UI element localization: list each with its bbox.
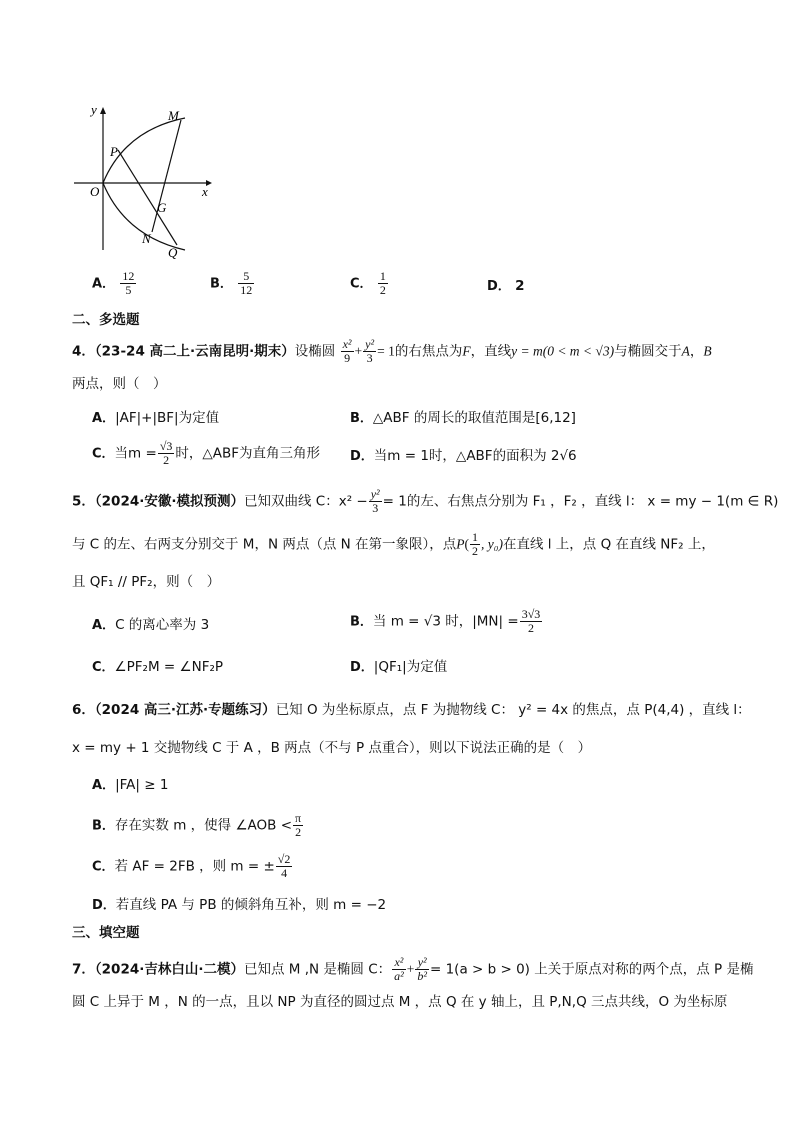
numerator: 5 bbox=[238, 270, 254, 284]
text: 设椭圆 bbox=[294, 343, 336, 360]
option-text: 时，△ABF为直角三角形 bbox=[175, 445, 321, 462]
option-label: C． bbox=[92, 446, 115, 462]
q6-line2: x = my + 1 交抛物线 C 于 A ，B 两点（不与 P 点重合），则以下说法正确的是（ ） bbox=[72, 740, 592, 756]
option-text: 若直线 PA 与 PB 的倾斜角互补，则 m = −2 bbox=[115, 897, 387, 913]
fraction bbox=[378, 270, 388, 297]
fraction-x2-9: $\frac{\text{x²}}{9}$ bbox=[342, 337, 352, 365]
fraction bbox=[238, 270, 254, 297]
denominator: 2 bbox=[295, 825, 302, 839]
option-label: D． bbox=[350, 660, 374, 675]
q5-option-a bbox=[92, 615, 209, 636]
var-F: F bbox=[462, 343, 471, 359]
option-label: C． bbox=[92, 859, 115, 875]
numerator: √3 bbox=[159, 439, 173, 453]
option-label: A． bbox=[92, 778, 116, 793]
option-label: D． bbox=[487, 279, 511, 294]
question-number: 6． bbox=[72, 702, 95, 718]
fraction-y2-b2: $\frac{\text{y²}}{\text{b²}}$ bbox=[417, 955, 427, 983]
q5-option-b bbox=[350, 608, 543, 635]
option-label: C． bbox=[350, 276, 373, 292]
option-text: C 的离心率为 3 bbox=[115, 617, 210, 633]
option-label: A． bbox=[92, 276, 116, 292]
q5-line1 bbox=[72, 488, 778, 515]
numerator: π bbox=[295, 811, 302, 825]
fraction-y2-3: $\frac{\text{y²}}{3}$ bbox=[370, 487, 380, 515]
text: 在直线 l 上，点 Q 在直线 NF₂ 上， bbox=[502, 536, 715, 553]
text: 已知双曲线 C：x² − bbox=[244, 493, 368, 510]
option-label: D． bbox=[350, 449, 374, 464]
denominator: 4 bbox=[281, 866, 288, 880]
text: = 1的左、右焦点分别为 F₁ ，F₂ ，直线 l： x = my − 1(m ∈ R) bbox=[382, 493, 779, 510]
text: 已知点 M ,N 是椭圆 C： bbox=[244, 961, 392, 978]
option-text: |QF₁|为定值 bbox=[373, 659, 448, 675]
text: 的右焦点为 bbox=[394, 343, 463, 360]
numerator: √2 bbox=[277, 852, 291, 866]
label-x: x bbox=[202, 184, 208, 199]
question-number: 5． bbox=[72, 493, 95, 510]
option-text: |FA| ≥ 1 bbox=[115, 777, 169, 793]
option-label: B． bbox=[210, 276, 233, 292]
option-label: B． bbox=[350, 614, 373, 630]
q4-option-a bbox=[92, 408, 219, 429]
option-text: ∠PF₂M = ∠NF₂P bbox=[114, 659, 224, 675]
label-G: G bbox=[157, 200, 167, 215]
text: = 1(a > b > 0) 上关于原点对称的两个点，点 P 是椭 bbox=[429, 961, 754, 978]
fraction-x2-a2: $\frac{\text{x²}}{\text{a²}}$ bbox=[394, 955, 404, 983]
question-number: 4． bbox=[72, 343, 95, 360]
q4-option-d bbox=[350, 446, 577, 467]
fraction bbox=[520, 608, 543, 635]
question-source: （2024·安徽·模拟预测） bbox=[94, 493, 244, 510]
fraction bbox=[120, 270, 136, 297]
question-source: （2024 高三·江苏·专题练习） bbox=[94, 702, 276, 718]
numerator: 1 bbox=[379, 269, 386, 283]
section-multi-choice: 二、多选题 bbox=[72, 312, 140, 328]
option-text: 当m = bbox=[114, 445, 157, 462]
segment-MN bbox=[152, 120, 181, 232]
q4-line2: 两点，则（ ） bbox=[72, 376, 167, 392]
option-text: △ABF 的周长的取值范围是[6,12] bbox=[372, 410, 576, 426]
q3-option-b bbox=[210, 270, 255, 297]
option-text: 若 AF = 2FB ，则 m = ± bbox=[114, 858, 275, 875]
var-A: A bbox=[681, 343, 690, 359]
q7-line1: 7．（2024·吉林白山·二模）已知点 M ,N 是椭圆 C： $\frac{\text{x²}}{\text{a²}}$ + $\frac{\text{y²}}{\text{b²}}$ = 1(a > b > 0) 上关于原点对称的两个点，点 P 是椭 bbox=[72, 955, 754, 983]
numerator: 3√3 bbox=[521, 607, 541, 621]
q5-option-c bbox=[92, 657, 223, 678]
label-Q: Q bbox=[168, 245, 178, 260]
q3-option-a bbox=[92, 270, 137, 297]
q3-option-c bbox=[350, 270, 389, 297]
option-text: 当 m = √3 时，|MN| = bbox=[372, 613, 519, 630]
text: 已知 O 为坐标原点，点 F 为抛物线 C： y² = 4x 的焦点，点 P(4,4) ，直线 l： bbox=[275, 702, 751, 718]
option-text: 存在实数 m ，使得 ∠AOB < bbox=[114, 817, 293, 834]
label-y: y bbox=[91, 102, 97, 117]
option-label: B． bbox=[92, 818, 115, 834]
label-O: O bbox=[90, 184, 100, 199]
denominator: 2 bbox=[163, 453, 170, 467]
denominator: 5 bbox=[125, 283, 132, 297]
text: ，直线 bbox=[470, 343, 512, 360]
q3-option-d bbox=[487, 276, 525, 297]
q7-line2: 圆 C 上异于 M ，N 的一点，且以 NP 为直径的圆过点 M ，点 Q 在 y 轴上，且 P,N,Q 三点共线，O 为坐标原 bbox=[72, 994, 728, 1010]
fraction bbox=[158, 440, 175, 467]
section-fill-in: 三、填空题 bbox=[72, 925, 140, 941]
question-source: （23-24 高二上·云南昆明·期末） bbox=[94, 343, 295, 360]
q6-option-b bbox=[92, 812, 304, 839]
option-label: A． bbox=[92, 618, 116, 633]
label-P: P bbox=[110, 144, 118, 159]
option-label: A． bbox=[92, 411, 116, 426]
question-number: 7． bbox=[72, 961, 95, 978]
label-M: M bbox=[168, 108, 179, 123]
text: 与椭圆交于 bbox=[614, 343, 682, 360]
numerator: 12 bbox=[122, 269, 135, 283]
q6-option-a bbox=[92, 775, 168, 796]
q4-option-c bbox=[92, 440, 320, 467]
denominator: 2 bbox=[527, 621, 534, 635]
q6-option-d bbox=[92, 895, 386, 916]
q5-line3: 且 QF₁ // PF₂，则（ ） bbox=[72, 574, 221, 590]
q5-option-d bbox=[350, 657, 447, 678]
option-label: B． bbox=[350, 411, 373, 426]
fraction-y2-3: $\frac{\text{y²}}{3}$ bbox=[365, 337, 375, 365]
option-text: 2 bbox=[515, 278, 525, 294]
option-text: |AF|+|BF|为定值 bbox=[115, 410, 220, 426]
denominator: 12 bbox=[240, 283, 253, 297]
fraction bbox=[293, 812, 303, 839]
q6-option-c bbox=[92, 853, 293, 880]
label-N: N bbox=[142, 231, 151, 246]
fraction bbox=[276, 853, 293, 880]
option-label: C． bbox=[92, 660, 115, 675]
option-label: D． bbox=[92, 898, 116, 913]
q4-line1: 4．（23-24 高二上·云南昆明·期末）设椭圆 $\frac{\text{x²}}{9}$ + $\frac{\text{y²}}{3}$ = 1的右焦点为F，直线y = m(0 < m < √3)与椭圆交于A，B bbox=[72, 337, 712, 365]
parabola-figure bbox=[70, 100, 230, 265]
option-text: 当m = 1时，△ABF的面积为 2√6 bbox=[373, 448, 577, 464]
q5-line2: 与 C 的左、右两支分别交于 M，N 两点（点 N 在第一象限），点P( $\frac{1}{2}$ , y₀)在直线 l 上，点 Q 在直线 NF₂ 上， bbox=[72, 530, 715, 558]
question-source: （2024·吉林白山·二模） bbox=[94, 961, 244, 978]
text: 与 C 的左、右两支分别交于 M，N 两点（点 N 在第一象限），点 bbox=[72, 536, 457, 553]
denominator: 2 bbox=[379, 283, 386, 297]
q6-line1 bbox=[72, 700, 751, 720]
var-B: B bbox=[703, 343, 712, 359]
q4-option-b bbox=[350, 408, 576, 429]
fraction-1-2: $\frac{1}{2}$ bbox=[472, 530, 479, 558]
